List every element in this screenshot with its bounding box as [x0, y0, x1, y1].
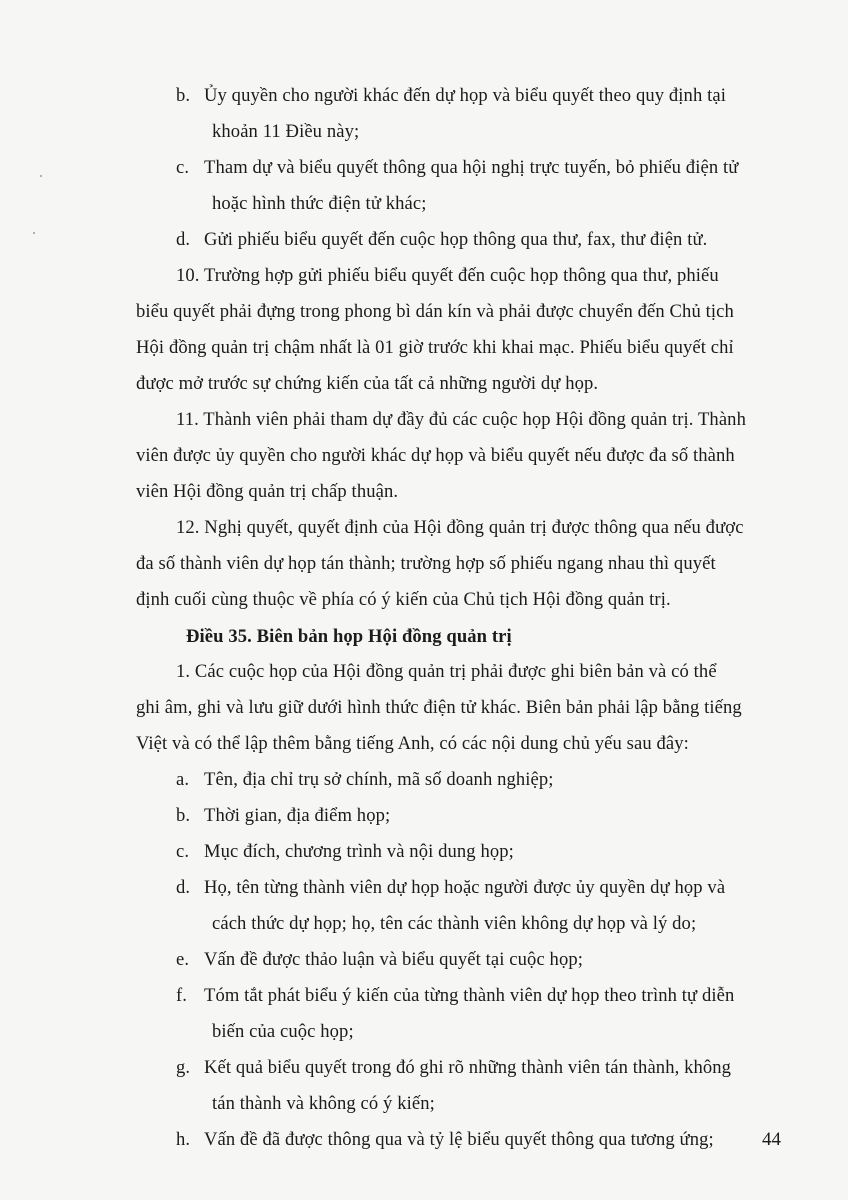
list-item — [176, 948, 583, 972]
list-item — [176, 228, 707, 252]
list-item — [176, 840, 514, 864]
item-text: Ủy quyền cho người khác đến dự họp và biểu quyết theo quy định tại — [204, 85, 726, 106]
item-marker: b. — [176, 85, 191, 106]
item-text: Tham dự và biểu quyết thông qua hội nghị trực tuyến, bỏ phiếu điện tử — [204, 157, 739, 178]
paragraph-line: biểu quyết phải đựng trong phong bì dán kín và phải được chuyển đến Chủ tịch — [136, 301, 734, 322]
item-text: Tên, địa chỉ trụ sở chính, mã số doanh nghiệp; — [204, 769, 554, 790]
list-item — [176, 768, 554, 792]
item-marker: b. — [176, 805, 191, 826]
paragraph-line: 10. Trường hợp gửi phiếu biểu quyết đến cuộc họp thông qua thư, phiếu — [176, 265, 719, 286]
paragraph-line: được mở trước sự chứng kiến của tất cả những người dự họp. — [136, 373, 599, 394]
item-text: Họ, tên từng thành viên dự họp hoặc người được ủy quyền dự họp và — [204, 877, 726, 898]
list-item — [176, 1056, 731, 1080]
item-text-continuation: cách thức dự họp; họ, tên các thành viên không dự họp và lý do; — [212, 913, 697, 934]
list-item — [176, 876, 725, 900]
item-text: Vấn đề đã được thông qua và tỷ lệ biểu quyết thông qua tương ứng; — [204, 1129, 714, 1150]
item-marker: f. — [176, 985, 188, 1006]
page-number: 44 — [762, 1129, 781, 1150]
paragraph-line: 12. Nghị quyết, quyết định của Hội đồng quản trị được thông qua nếu được — [176, 517, 744, 538]
item-marker: d. — [176, 877, 191, 898]
item-text: Tóm tắt phát biểu ý kiến của từng thành viên dự họp theo trình tự diễn — [204, 985, 735, 1006]
item-marker: h. — [176, 1129, 191, 1150]
item-text: Mục đích, chương trình và nội dung họp; — [204, 841, 514, 862]
list-item — [176, 156, 738, 180]
scan-speck — [33, 232, 35, 234]
paragraph-line: 11. Thành viên phải tham dự đầy đủ các cuộc họp Hội đồng quản trị. Thành — [176, 409, 746, 430]
paragraph-line: đa số thành viên dự họp tán thành; trường hợp số phiếu ngang nhau thì quyết — [136, 553, 716, 574]
item-marker: c. — [176, 841, 190, 862]
paragraph-line: Việt và có thể lập thêm bằng tiếng Anh, có các nội dung chủ yếu sau đây: — [136, 733, 689, 754]
item-text: Kết quả biểu quyết trong đó ghi rõ những thành viên tán thành, không — [204, 1057, 732, 1078]
list-item — [176, 1128, 714, 1152]
paragraph-line: định cuối cùng thuộc về phía có ý kiến của Chủ tịch Hội đồng quản trị. — [136, 589, 671, 610]
item-marker: c. — [176, 157, 190, 178]
paragraph-line: viên được ủy quyền cho người khác dự họp và biểu quyết nếu được đa số thành — [136, 445, 735, 466]
article-heading: Điều 35. Biên bản họp Hội đồng quản trị — [186, 626, 512, 647]
item-text: Vấn đề được thảo luận và biểu quyết tại cuộc họp; — [204, 949, 584, 970]
item-text: Thời gian, địa điểm họp; — [204, 805, 391, 826]
item-text: Gửi phiếu biểu quyết đến cuộc họp thông qua thư, fax, thư điện tử. — [204, 229, 708, 250]
item-text-continuation: biến của cuộc họp; — [212, 1021, 354, 1042]
item-marker: a. — [176, 769, 190, 790]
paragraph-line: ghi âm, ghi và lưu giữ dưới hình thức điện tử khác. Biên bản phải lập bằng tiếng — [136, 697, 742, 718]
item-marker: d. — [176, 229, 191, 250]
paragraph-line: 1. Các cuộc họp của Hội đồng quản trị phải được ghi biên bản và có thể — [176, 661, 717, 682]
item-text-continuation: khoản 11 Điều này; — [212, 121, 360, 142]
scan-speck — [40, 175, 42, 177]
item-text-continuation: tán thành và không có ý kiến; — [212, 1093, 435, 1114]
item-marker: g. — [176, 1057, 191, 1078]
list-item — [176, 804, 390, 828]
list-item — [176, 984, 734, 1008]
paragraph-line: Hội đồng quản trị chậm nhất là 01 giờ trước khi khai mạc. Phiếu biểu quyết chỉ — [136, 337, 734, 358]
list-item — [176, 84, 726, 108]
item-marker: e. — [176, 949, 190, 970]
paragraph-line: viên Hội đồng quản trị chấp thuận. — [136, 481, 399, 502]
item-text-continuation: hoặc hình thức điện tử khác; — [212, 193, 427, 214]
